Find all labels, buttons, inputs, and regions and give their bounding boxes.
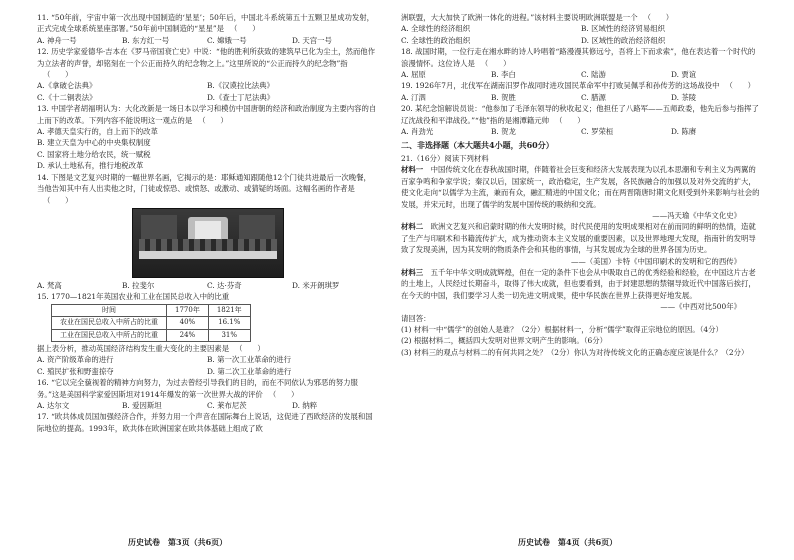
question-21-stem: 21.（16分）阅读下列材料 [401,153,489,163]
option: D. 区域性的政治经济组织 [581,35,666,45]
question-17-stem: 17. “欧共体成员国加强经济合作，并努力用一个声音在国际舞台上说话，这促进了西欧经济的发展和国际地位的提高。1993年，欧共体在欧洲国家在欧共体基础上组成了欧 [37,412,373,433]
option: B. 贺龙 [491,127,516,137]
table-row [52,329,251,341]
sub-question-2: (2) 根据材料二，概括四大发明对世界文明产生的影响。（6分） [401,336,607,346]
question-20-options [401,126,761,137]
option: C. 达·芬奇 [207,280,242,290]
sub-question-1: (1) 材料一中“儒学”的创始人是谁？（2分）根据材料一，分析“儒学”取得正宗地位的原因。（4分） [401,324,723,334]
option: C. 嫦娥一号 [207,35,247,45]
table-cell: 1821年 [208,304,250,316]
question-16-stem: 16. “它以完全藐视着的精神方向努力，为过去曾经引导我们的目的，而在不同依认为邪恶的努力服务。”这是美国科学家爱因斯坦对1914年爆发的第一次世界大战的评价 （ ） [37,378,358,399]
option: B. 建立天皇为中心的中央集权制度 [37,138,151,148]
option: B. 李白 [491,70,516,80]
material-2: 材料二 欧洲文艺复兴和启蒙时期的伟大发明时候，时代民使用的发明成果相对在前而同的鲜明的热情，造就了生产与印刷术和书籍流传扩大，成为推动资本主义发展的重要因素，以及世界地理大发现，指南针的发明导致了发现美洲，因为其发明的物质条件会和其他的事情，与其发展成为全球的世界各国为历史。 [401,222,756,255]
option: D. 承认土地私有，推行地税改革 [37,161,144,171]
option: B. 拉斐尔 [122,280,155,290]
question-12-options [37,80,377,103]
option: C.《十二铜表法》 [37,92,97,102]
option: B.《汉谟拉比法典》 [207,81,274,91]
table-cell: 40% [167,317,209,329]
option: A. 神舟一号 [37,35,77,45]
material-1: 材料一 中国传统文化在春秋战国时期，伴随着社会巨变和经济大发展表现为以孔本思潮和专利主义为两翼的百家争鸣和争家学说；秦汉以后，国家统一，政治稳定，生产发展，各民族融合的加强以及对外交流的扩大，使文化走向“以儒学为主流，兼而有众，融汇精进的中国文化；而在两晋隋唐时期文化则受到外来影响与社会的发展，并宋元时，出现了儒学的发展中国传统的吸纳和交流。 [401,165,760,209]
question-15-stem: 15. 1770—1821年英国农业和工业在国民总收入中的比重 [37,292,230,302]
table-cell: 31% [208,329,250,341]
option: B. 第一次工业革命的进行 [207,355,292,365]
option: A. 达尔文 [37,400,70,410]
option: C. 殖民扩张和野蛮掠夺 [37,366,114,376]
table-cell: 24% [167,329,209,341]
last-supper-painting-image [132,208,284,278]
left-column [37,12,377,434]
question-12-stem: 12. 历史学家爱德华·吉本在《罗马帝国衰亡史》中说：“他的胜利所获致的建筑早已化为尘土，然而他作为立法者的声誉，却铭刻在一个公正而持久的纪念物之上。”这里所说的“公正而持久的纪念物”指（ ） [37,47,376,80]
question-13-options [37,126,377,172]
option: B. 爱因斯坦 [122,400,162,410]
question-14-options [37,280,377,291]
option: D. 纳粹 [292,400,318,410]
table-cell: 1770年 [167,304,209,316]
option: D. 第二次工业革命的进行 [207,366,292,376]
question-18-options [401,69,761,80]
option: A. 屈原 [401,70,426,80]
table-cell: 16.1% [208,317,250,329]
question-11-stem: 11. “50年前，宇宙中第一次出现中国制造的‘星星’；50年后，中国北斗系统第五十五颗卫星成功发射，正式完成全球系统星座部署。”50年前中国制造的“星星”是 （ ） [37,13,375,34]
question-18-stem: 18. 战国时期，一位行走在湘水畔的诗人吟唱着“路漫漫其修远兮，吾将上下而求索”，他在表达着一个时代的浪漫情怀。这位诗人是 （ ） [401,47,756,68]
option: C. 莱布尼茨 [207,400,247,410]
page-footer-right: 历史试卷 第4页（共6页） [518,537,618,547]
option: C. 国家将土地分给农民，统一赋税 [37,149,151,159]
option: C. 陆游 [581,70,606,80]
option: C. 腊源 [581,92,606,102]
question-17-continued: 洲联盟，大大加快了欧洲一体化的进程。”该材料主要说明欧洲联盟是一个 （ ） [401,13,674,22]
question-19-stem: 19. 1926年7月，北伐军在湖南汨罗作战同时进攻国民革命军中打败吴佩孚和孙传芳的这场战役中 （ ） [401,81,756,91]
option: A. 梵高 [37,280,62,290]
material-2-source: ——（美国）卡特《中国印刷术的发明和它的西传》 [571,256,741,266]
page-footer-left: 历史试卷 第3页（共6页） [128,537,228,547]
option: C. 全球性的政治组织 [401,35,471,45]
table-cell: 农业在国民总收入中所占的比重 [52,317,167,329]
table-cell: 时间 [52,304,167,316]
option: D. 茶陵 [671,92,697,102]
table-row [52,317,251,329]
option: D. 贾谊 [671,70,697,80]
table-header-row [52,304,251,316]
option: B. 贺胜 [491,92,516,102]
question-16-options [37,400,377,411]
question-13-stem: 13. 中国学者胡福明认为：大化改新是一场日本以学习和模仿中国唐朝的经济和政治制度为主要内容的自上而下的改革。下列内容不能说明这一观点的是 （ ） [37,104,377,125]
option: A.《拿破仑法典》 [37,81,97,91]
section-heading: 二、非选择题（本大题共4小题，共60分） [401,140,554,151]
material-3: 材料三 五千年中华文明成就辉煌，但在一定的条件下也会从中吸取自己的优秀经验和经验，在中国这片古老的土地上，人民经过长期奋斗，取得了伟大成就，但也要看到，由于封建思想的禁锢导致近代中国落后挨打，在今天的中国，我们要学习人类一切先进文明成果，使中华民族在世界上获得更好地发展。 [401,267,756,300]
option: A. 汀泗 [401,92,426,102]
option: A. 全球性的经济组织 [401,24,471,34]
question-19-options [401,92,761,103]
question-15-table [51,304,251,342]
question-20-stem: 20. 某纪念馆解说员说：“他参加了毛泽东领导的秋收起义；他担任了八路军——五师政委，他先后参与指挥了辽沈战役和平津战役。”“他”指的是湘潭籍元帅 （ ） [401,104,759,125]
option: C. 罗荣桓 [581,127,614,137]
option: D.《查士丁尼法典》 [207,92,275,102]
option: D. 天宫一号 [292,35,332,45]
table-cell: 工业在国民总收入中所占的比重 [52,329,167,341]
option: D. 陈赓 [671,127,697,137]
option: B. 区域性的经济贸易组织 [581,24,666,34]
sub-question-3: (3) 材料三的观点与材料二的有何共同之处？（2分）你认为对待传统文化的正确态度应该是什么？（2分） [401,347,749,357]
question-15-stem-2: 据上表分析，推动英国经济结构发生重大变化的主要因素是 （ ） [37,343,265,353]
option: B. 东方红一号 [122,35,170,45]
question-15-options [37,354,377,377]
option: D. 米开朗琪罗 [292,280,340,290]
option: A. 肖劲光 [401,127,434,137]
question-11-options [37,35,377,46]
question-17-options [401,23,761,46]
option: A. 资产阶级革命的进行 [37,355,114,365]
answer-prompt: 请回答： [401,313,431,323]
right-column [401,12,761,358]
material-3-source: ——《中西对比500年》 [660,302,741,312]
question-14-stem: 14. 下图是文艺复兴时期的一幅世界名画，它揭示的是：耶稣通知跟随他12个门徒共进最后一次晚餐，当他告知其中有人出卖他之时，门徒或惊恐、或愤怒、或激动、或猜疑的场面。这幅名画的作者是（ ） [37,172,371,205]
material-1-source: ——冯天瑜《中华文化史》 [652,210,741,220]
option: A. 孝德天皇实行的，自上而下的改革 [37,127,158,137]
